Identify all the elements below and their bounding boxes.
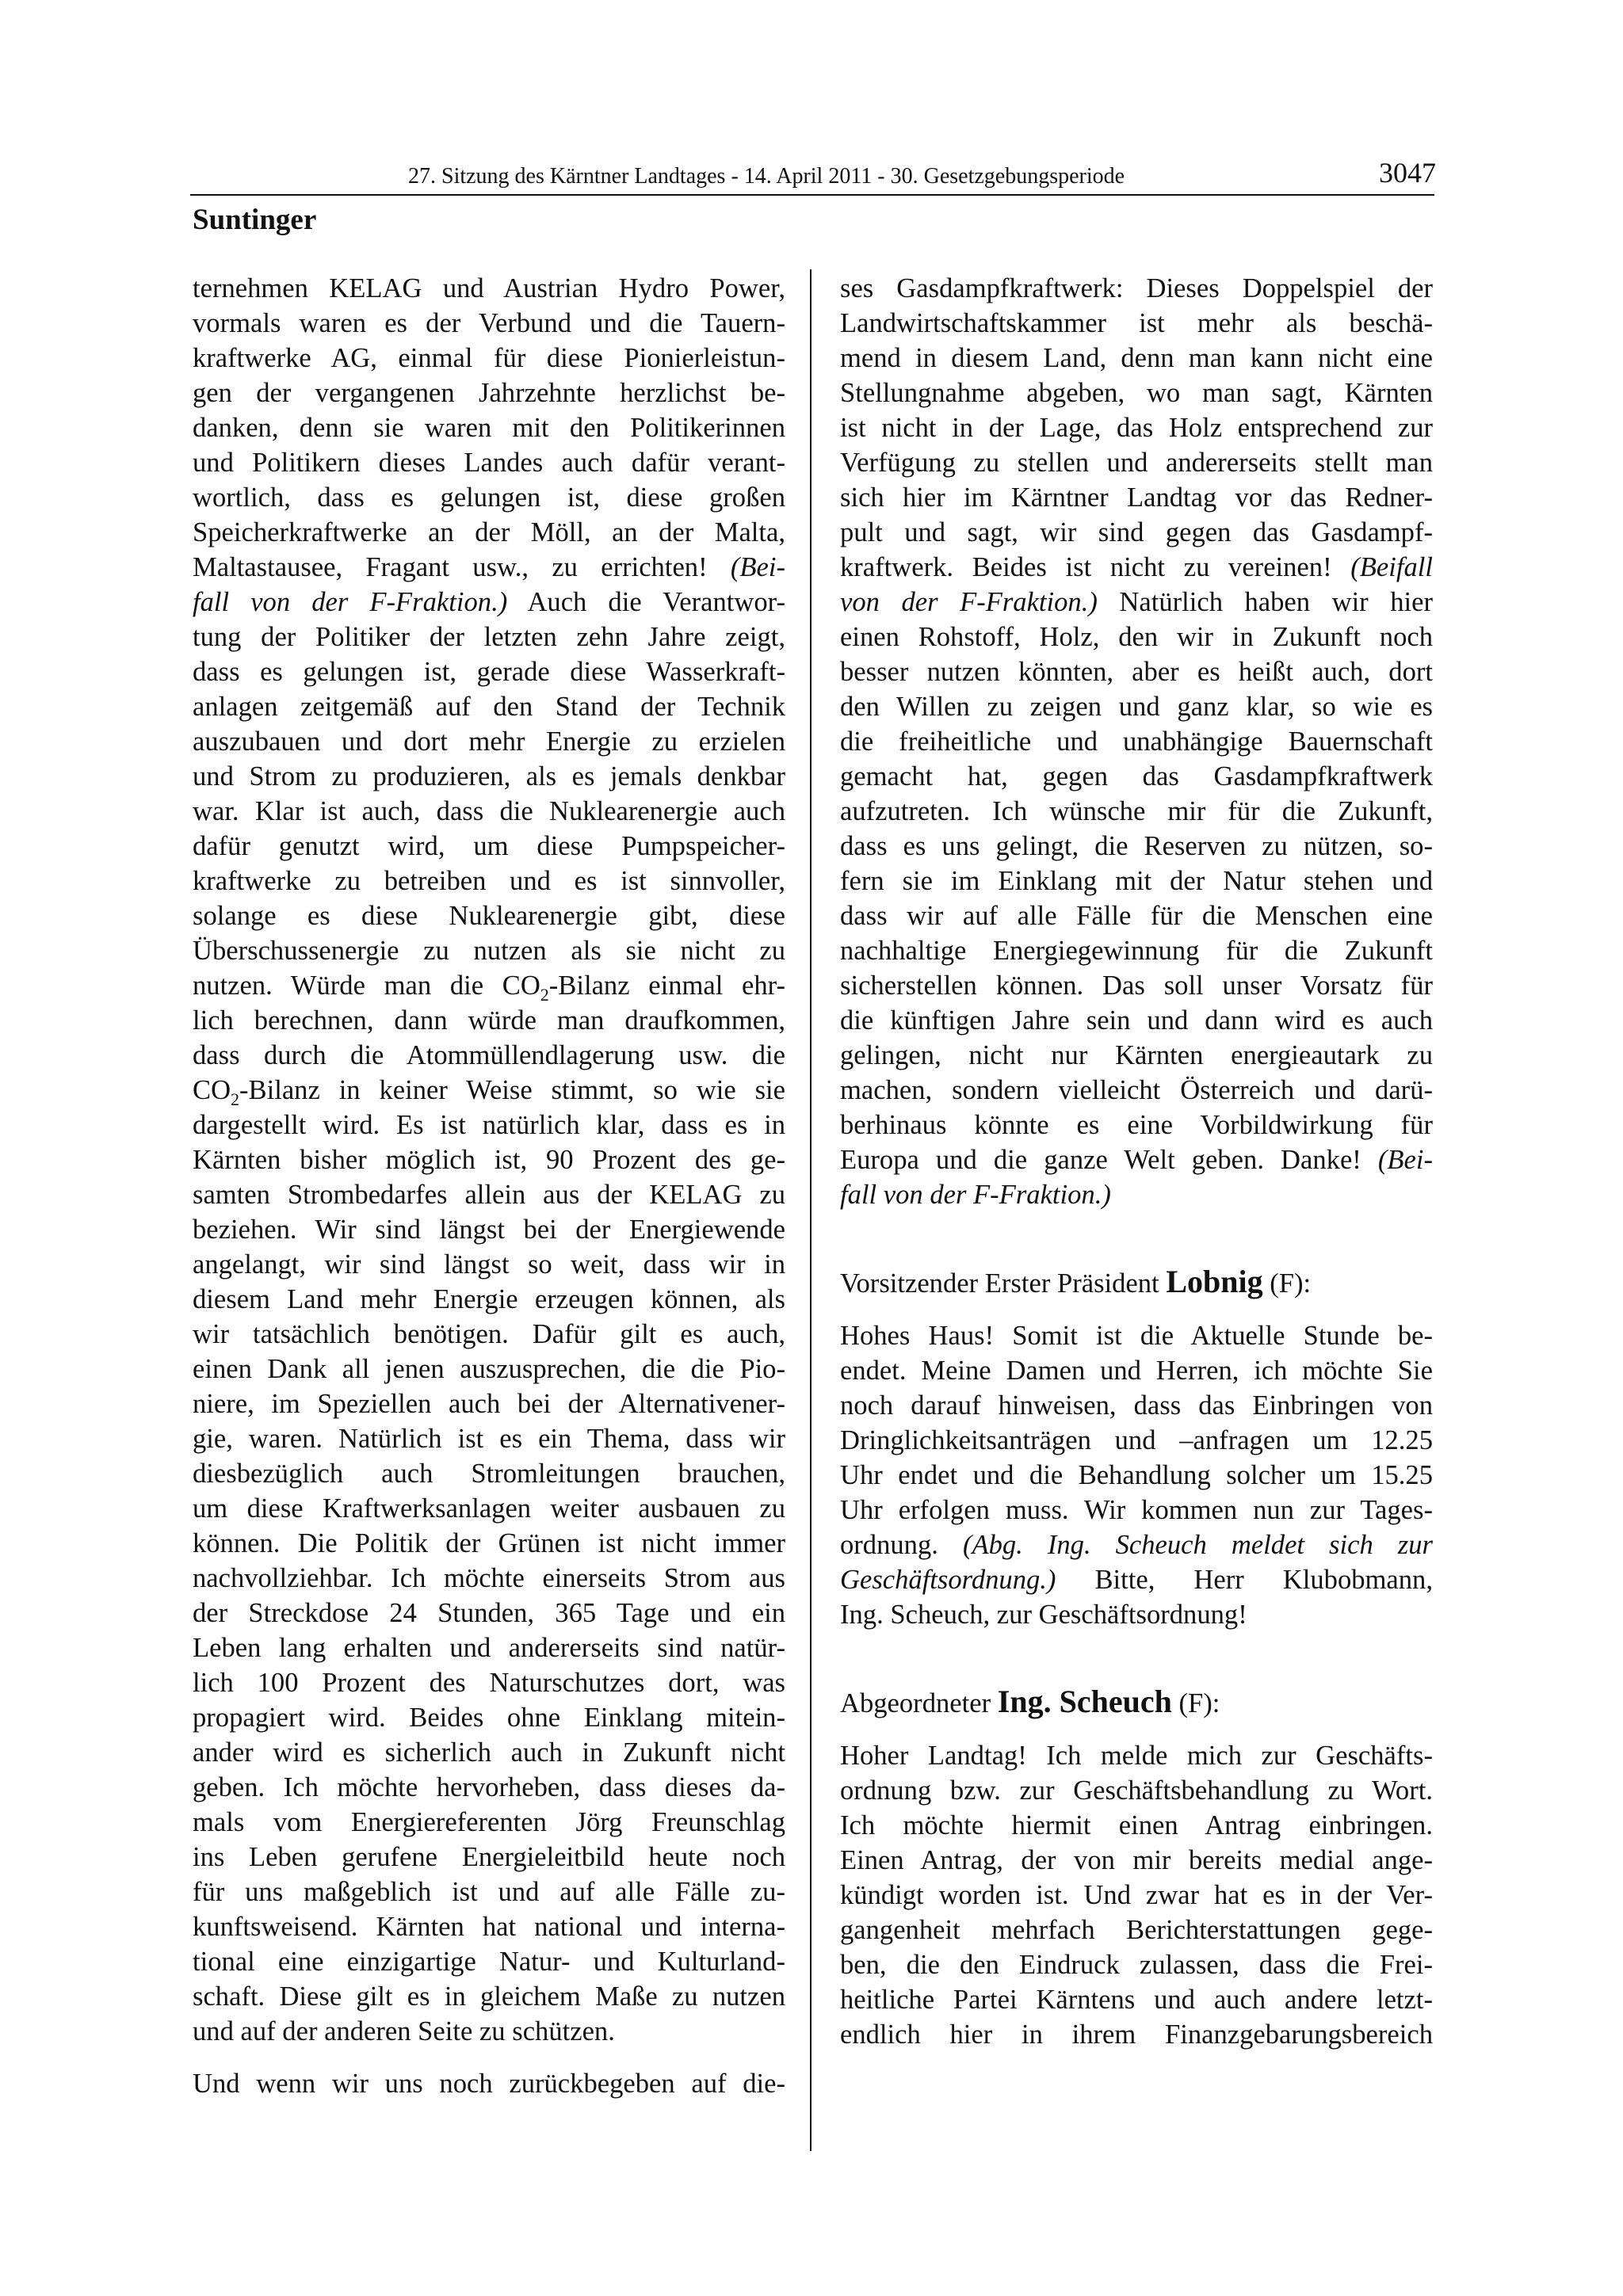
text-line: Und wenn wir uns noch zurückbegeben auf die- [193, 2069, 785, 2099]
text-line: ben, die den Eindruck zulassen, dass die Frei- [840, 1950, 1433, 1980]
text-line: gen der vergangenen Jahrzehnte herzlichst be- [193, 378, 785, 408]
text-line: Speicherkraftwerke an der Möll, an der Malta, [193, 517, 785, 547]
header-rule [190, 194, 1434, 196]
text-line: schaft. Diese gilt es in gleichem Maße zu nutzen [193, 1981, 785, 2012]
text-line: auszubauen und dort mehr Energie zu erzielen [193, 727, 785, 757]
text-line: wir tatsächlich benötigen. Dafür gilt es auch, [193, 1319, 785, 1349]
text-line: besser nutzen könnten, aber es heißt auch, dort [840, 657, 1433, 687]
running-speaker-name: Suntinger [193, 204, 317, 236]
interjection-note: Geschäftsordnung.) [840, 1565, 1056, 1595]
text-line: Geschäftsordnung.) Bitte, Herr Klubobmann, [840, 1565, 1433, 1595]
text-line: nachhaltige Energiegewinnung für die Zukunft [840, 936, 1433, 966]
text-line: Überschussenergie zu nutzen als sie nicht zu [193, 936, 785, 966]
text-line: von der F-Fraktion.) Natürlich haben wir hier [840, 587, 1433, 617]
interjection-note: (Abg. Ing. Scheuch meldet sich zur [962, 1530, 1433, 1560]
text-line: noch darauf hinweisen, dass das Einbringen von [840, 1390, 1433, 1421]
section-gap [840, 1212, 1433, 1264]
page-number: 3047 [1379, 157, 1436, 189]
right-paragraph-1 [840, 271, 1433, 1212]
text-line: kraftwerke AG, einmal für diese Pionierleistun- [193, 343, 785, 373]
text-line: können. Die Politik der Grünen ist nicht immer [193, 1528, 785, 1558]
text-line: aufzutreten. Ich wünsche mir für die Zukunft, [840, 796, 1433, 826]
text-line: Dringlichkeitsanträgen und –anfragen um 12.25 [840, 1425, 1433, 1455]
text-line [840, 1177, 1433, 1212]
text-line: berhinaus könnte es eine Vorbildwirkung für [840, 1110, 1433, 1140]
text-line: dass wir auf alle Fälle für die Menschen eine [840, 901, 1433, 931]
text-line: kunftsweisend. Kärnten hat national und interna- [193, 1912, 785, 1942]
text-line: die freiheitliche und unabhängige Bauernschaft [840, 727, 1433, 757]
text-line: fern sie im Einklang mit der Natur stehen und [840, 866, 1433, 896]
text-line: Ich möchte hiermit einen Antrag einbringen. [840, 1810, 1433, 1840]
right-column [840, 271, 1433, 2052]
text-line: Hoher Landtag! Ich melde mich zur Geschäfts- [840, 1741, 1433, 1771]
session-header: 27. Sitzung des Kärntner Landtages - 14. April 2011 - 30. Gesetzgebungsperiode [408, 164, 1125, 189]
text-line: niere, im Speziellen auch bei der Alternativener- [193, 1389, 785, 1419]
text-line: fall von der F-Fraktion.) Auch die Verantwor- [193, 587, 785, 617]
text-line: die künftigen Jahre sein und dann wird es auch [840, 1005, 1433, 1035]
text-line: dargestellt wird. Es ist natürlich klar, dass es in [193, 1110, 785, 1140]
text-line: endet. Meine Damen und Herren, ich möchte Sie [840, 1356, 1433, 1386]
text-line: kraftwerke zu betreiben und es ist sinnvoller, [193, 866, 785, 896]
text-line: nutzen. Würde man die $CO_2$-Bilanz einmal ehr- [193, 971, 785, 1005]
text-line: beziehen. Wir sind längst bei der Energiewende [193, 1215, 785, 1245]
text-line: ses Gasdampfkraftwerk: Dieses Doppelspiel der [840, 273, 1433, 303]
text-line: lich berechnen, dann würde man draufkommen, [193, 1005, 785, 1035]
text-line: solange es diese Nuklearenergie gibt, diese [193, 901, 785, 931]
text-line: und auf der anderen Seite zu schützen. [193, 2016, 615, 2046]
left-column [193, 271, 785, 2101]
column-divider [810, 269, 812, 2151]
text-line: Kärnten bisher möglich ist, 90 Prozent des ge- [193, 1145, 785, 1175]
text-line: sicherstellen können. Das soll unser Vorsatz für [840, 971, 1433, 1001]
text-line: für uns maßgeblich ist und auf alle Fälle zu- [193, 1877, 785, 1907]
text-line: diesbezüglich auch Stromleitungen brauchen, [193, 1459, 785, 1489]
text-line: Uhr endet und die Behandlung solcher um 15.25 [840, 1460, 1433, 1490]
text-line: lich 100 Prozent des Naturschutzes dort, was [193, 1668, 785, 1698]
text-line: einen Dank all jenen auszusprechen, die die Pio- [193, 1354, 785, 1384]
text-line: um diese Kraftwerksanlagen weiter ausbauen zu [193, 1493, 785, 1524]
section-gap [840, 1632, 1433, 1684]
text-line: machen, sondern vielleicht Österreich und darü- [840, 1075, 1433, 1105]
text-line: dafür genutzt wird, um diese Pumpspeicher- [193, 831, 785, 861]
text-line: kündigt worden ist. Und zwar hat es in der Ver- [840, 1880, 1433, 1910]
text-line: ternehmen KELAG und Austrian Hydro Power, [193, 273, 785, 303]
text-line: einen Rohstoff, Holz, den wir in Zukunft noch [840, 622, 1433, 652]
speaker-name: Lobnig [1166, 1264, 1263, 1299]
text-line: vormals waren es der Verbund und die Tauern- [193, 308, 785, 338]
text-line: dass es gelungen ist, gerade diese Wasserkraft- [193, 657, 785, 687]
text-line: und Politikern dieses Landes auch dafür verant- [193, 448, 785, 478]
text-line: tung der Politiker der letzten zehn Jahre zeigt, [193, 622, 785, 652]
text-line: Ing. Scheuch, zur Geschäftsordnung! [840, 1600, 1247, 1630]
text-line: ander wird es sicherlich auch in Zukunft nicht [193, 1737, 785, 1768]
text-line: danken, denn sie waren mit den Politikerinnen [193, 413, 785, 443]
text-line: den Willen zu zeigen und ganz klar, so wie es [840, 692, 1433, 722]
text-line: gangenheit mehrfach Berichterstattungen gege- [840, 1915, 1433, 1945]
text-line: gelingen, nicht nur Kärnten energieautark zu [840, 1040, 1433, 1070]
applause-note: (Bei- [1377, 1145, 1433, 1175]
text-line: ordnung. (Abg. Ing. Scheuch meldet sich zur [840, 1530, 1433, 1560]
left-paragraph-1 [193, 271, 785, 2049]
text-line: ordnung bzw. zur Geschäftsbehandlung zu Wort. [840, 1775, 1433, 1806]
right-paragraph-3 [840, 1738, 1433, 2052]
paragraph-gap [193, 2049, 785, 2066]
text-line: anlagen zeitgemäß auf den Stand der Technik [193, 692, 785, 722]
applause-note: fall von der F-Fraktion.) [193, 587, 508, 617]
text-line: dass durch die Atommüllendlagerung usw. die [193, 1040, 785, 1070]
text-line: Maltastausee, Fragant usw., zu errichten! (Bei- [193, 552, 785, 582]
text-line: wortlich, dass es gelungen ist, diese großen [193, 482, 785, 513]
text-line: ist nicht in der Lage, das Holz entsprechend zur [840, 413, 1433, 443]
text-line: $CO_2$-Bilanz in keiner Weise stimmt, so wie sie [193, 1075, 785, 1109]
speaker-heading-lobnig: Vorsitzender Erster Präsident Lobnig (F): [840, 1264, 1312, 1299]
text-line: gemacht hat, gegen das Gasdampfkraftwerk [840, 761, 1433, 791]
text-line: Uhr erfolgen muss. Wir kommen nun zur Tages- [840, 1495, 1433, 1525]
text-line: der Streckdose 24 Stunden, 365 Tage und ein [193, 1598, 785, 1628]
paragraph-gap [840, 1721, 1433, 1738]
text-line: endlich hier in ihrem Finanzgebarungsbereich [840, 2019, 1433, 2050]
text-line: tional eine einzigartige Natur- und Kulturland- [193, 1947, 785, 1977]
text-line: geben. Ich möchte hervorheben, dass dieses da- [193, 1772, 785, 1802]
applause-note: (Bei- [730, 552, 785, 582]
text-line: und Strom zu produzieren, als es jemals denkbar [193, 761, 785, 791]
text-line: propagiert wird. Beides ohne Einklang mitein- [193, 1703, 785, 1733]
text-line: Stellungnahme abgeben, wo man sagt, Kärnten [840, 378, 1433, 408]
text-line: diesem Land mehr Energie erzeugen können, als [193, 1284, 785, 1314]
text-line: samten Strombedarfes allein aus der KELAG zu [193, 1180, 785, 1210]
text-line: Hohes Haus! Somit ist die Aktuelle Stunde be- [840, 1321, 1433, 1351]
text-line: mend in diesem Land, denn man kann nicht eine [840, 343, 1433, 373]
left-paragraph-2 [193, 2066, 785, 2101]
applause-note: (Beifall [1350, 552, 1433, 582]
text-line: angelangt, wir sind längst so weit, dass wir in [193, 1249, 785, 1280]
text-line: mals vom Energiereferenten Jörg Freunschlag [193, 1807, 785, 1837]
speaker-name: Ing. Scheuch [997, 1684, 1172, 1719]
text-line: Europa und die ganze Welt geben. Danke! (Bei- [840, 1145, 1433, 1175]
text-line: Verfügung zu stellen und andererseits stellt man [840, 448, 1433, 478]
speaker-heading-scheuch: Abgeordneter Ing. Scheuch (F): [840, 1684, 1220, 1719]
text-line: kraftwerk. Beides ist nicht zu vereinen! (Beifall [840, 552, 1433, 582]
text-line: Leben lang erhalten und andererseits sind natür- [193, 1633, 785, 1663]
applause-note: fall von der F-Fraktion.) [840, 1180, 1111, 1210]
text-line: Einen Antrag, der von mir bereits medial ange- [840, 1845, 1433, 1875]
text-line: pult und sagt, wir sind gegen das Gasdampf- [840, 517, 1433, 547]
paragraph-gap [840, 1301, 1433, 1318]
text-line: dass es uns gelingt, die Reserven zu nützen, so- [840, 831, 1433, 861]
right-paragraph-2 [840, 1318, 1433, 1632]
text-line: war. Klar ist auch, dass die Nuklearenergie auch [193, 796, 785, 826]
text-line: heitliche Partei Kärntens und auch andere letzt- [840, 1985, 1433, 2015]
text-line: Landwirtschaftskammer ist mehr als beschä- [840, 308, 1433, 338]
text-line: gie, waren. Natürlich ist es ein Thema, dass wir [193, 1424, 785, 1454]
applause-note: von der F-Fraktion.) [840, 587, 1098, 617]
text-line: sich hier im Kärntner Landtag vor das Redner- [840, 482, 1433, 513]
text-line: ins Leben gerufene Energieleitbild heute noch [193, 1842, 785, 1872]
text-line: nachvollziehbar. Ich möchte einerseits Strom aus [193, 1563, 785, 1593]
